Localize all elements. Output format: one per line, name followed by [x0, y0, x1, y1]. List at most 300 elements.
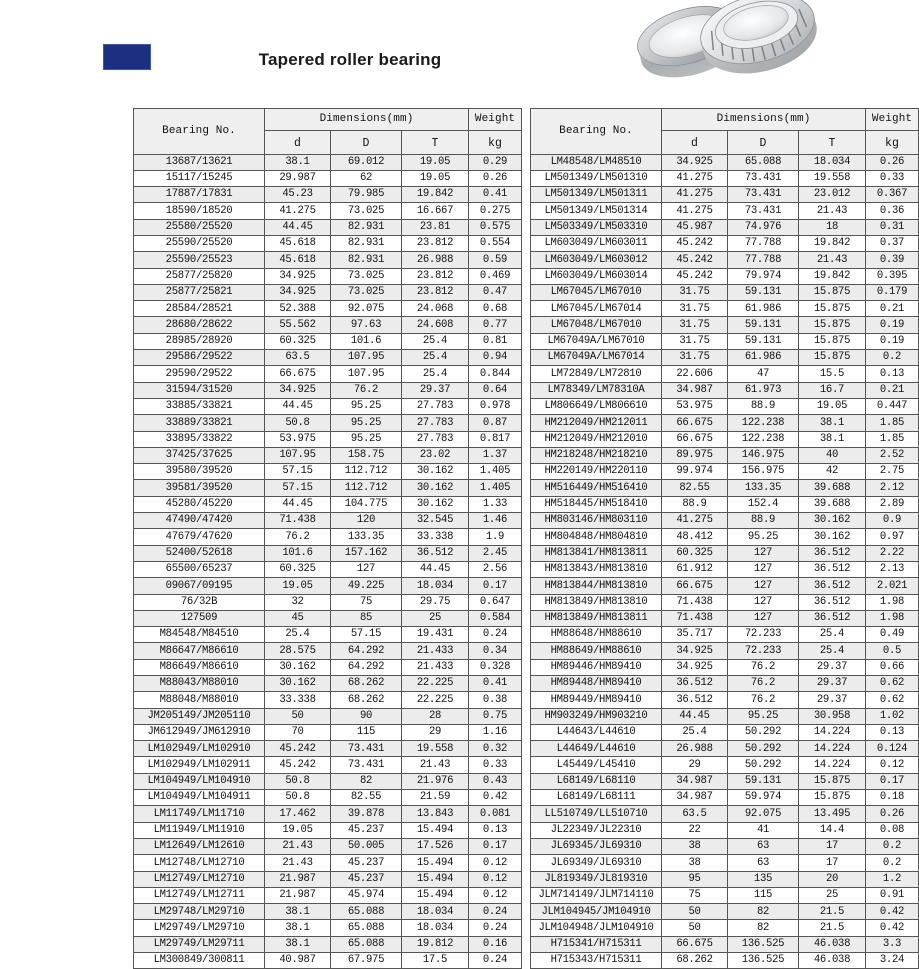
cell-D: 104.775: [331, 496, 402, 512]
cell-weight: 0.64: [469, 382, 522, 398]
cell-weight: 0.584: [469, 610, 522, 626]
cell-d: 45.242: [265, 741, 331, 757]
table-body-left: [134, 154, 522, 969]
table-row: [531, 235, 919, 251]
cell-weight: 0.17: [469, 838, 522, 854]
cell-T: 14.224: [799, 757, 866, 773]
cell-D: 50.005: [331, 838, 402, 854]
cell-bearing-no: 28680/28622: [134, 317, 265, 333]
cell-d: 44.45: [265, 496, 331, 512]
cell-T: 21.5: [799, 904, 866, 920]
table-row: [531, 366, 919, 382]
cell-d: 34.925: [265, 382, 331, 398]
cell-T: 16.667: [402, 203, 469, 219]
cell-weight: 0.21: [866, 301, 919, 317]
cell-weight: 0.12: [469, 887, 522, 903]
cell-bearing-no: M88043/M88010: [134, 676, 265, 692]
cell-D: 69.012: [331, 154, 402, 170]
cell-bearing-no: LM503349/LM503310: [531, 219, 662, 235]
cell-d: 50: [662, 920, 728, 936]
col-header-weight: Weight: [866, 109, 919, 131]
cell-D: 101.6: [331, 333, 402, 349]
cell-weight: 0.328: [469, 659, 522, 675]
cell-d: 41.275: [662, 513, 728, 529]
cell-d: 44.45: [265, 398, 331, 414]
cell-d: 41.275: [662, 187, 728, 203]
cell-T: 18.034: [402, 578, 469, 594]
table-row: [531, 219, 919, 235]
cell-d: 88.9: [662, 496, 728, 512]
cell-T: 13.495: [799, 806, 866, 822]
cell-T: 17: [799, 838, 866, 854]
cell-d: 34.925: [265, 268, 331, 284]
cell-d: 36.512: [662, 692, 728, 708]
cell-T: 20: [799, 871, 866, 887]
cell-T: 27.783: [402, 398, 469, 414]
cell-D: 59.131: [728, 773, 799, 789]
cell-bearing-no: L68149/L68110: [531, 773, 662, 789]
table-row: [531, 317, 919, 333]
cell-d: 50.8: [265, 790, 331, 806]
cell-weight: 0.41: [469, 187, 522, 203]
cell-weight: 0.081: [469, 806, 522, 822]
cell-d: 28.575: [265, 643, 331, 659]
cell-D: 73.431: [728, 170, 799, 186]
cell-weight: 2.22: [866, 545, 919, 561]
cell-d: 34.925: [662, 659, 728, 675]
cell-D: 50.292: [728, 757, 799, 773]
cell-T: 46.038: [799, 953, 866, 969]
cell-weight: 0.66: [866, 659, 919, 675]
cell-weight: 0.179: [866, 284, 919, 300]
cell-bearing-no: M86649/M86610: [134, 659, 265, 675]
cell-bearing-no: LM501349/LM501314: [531, 203, 662, 219]
cell-d: 71.438: [662, 610, 728, 626]
table-row: [531, 464, 919, 480]
cell-D: 68.262: [331, 692, 402, 708]
cell-bearing-no: HM813841/HM813811: [531, 545, 662, 561]
cell-D: 127: [728, 578, 799, 594]
cell-weight: 0.2: [866, 838, 919, 854]
table-row: [531, 252, 919, 268]
cell-T: 27.783: [402, 431, 469, 447]
table-row: [531, 398, 919, 414]
cell-d: 34.925: [662, 643, 728, 659]
cell-weight: 0.26: [866, 154, 919, 170]
table-head-right: [531, 109, 919, 155]
table-row: [531, 594, 919, 610]
cell-bearing-no: 29590/29522: [134, 366, 265, 382]
cell-d: 22: [662, 822, 728, 838]
cell-d: 99.974: [662, 464, 728, 480]
tapered-roller-bearing-image: [617, 0, 849, 102]
table-row: [531, 904, 919, 920]
cell-bearing-no: M84548/M84510: [134, 627, 265, 643]
cell-bearing-no: HM813843/HM813810: [531, 561, 662, 577]
cell-bearing-no: JL69349/JL69310: [531, 855, 662, 871]
cell-T: 29.37: [799, 692, 866, 708]
cell-T: 24.608: [402, 317, 469, 333]
cell-T: 32.545: [402, 513, 469, 529]
table-row: [531, 887, 919, 903]
cell-d: 38: [662, 838, 728, 854]
table-row: [134, 627, 522, 643]
cell-bearing-no: M88048/M88010: [134, 692, 265, 708]
page-title: Tapered roller bearing: [258, 50, 442, 69]
cell-weight: 0.33: [469, 757, 522, 773]
cell-T: 25.4: [799, 627, 866, 643]
table-row: [531, 187, 919, 203]
cell-D: 73.431: [331, 757, 402, 773]
table-row: [134, 806, 522, 822]
table-row: [134, 480, 522, 496]
cell-d: 53.975: [662, 398, 728, 414]
cell-weight: 2.12: [866, 480, 919, 496]
cell-T: 21.433: [402, 659, 469, 675]
cell-bearing-no: LM102949/LM102910: [134, 741, 265, 757]
cell-D: 45.974: [331, 887, 402, 903]
cell-bearing-no: 33885/33821: [134, 398, 265, 414]
cell-D: 107.95: [331, 366, 402, 382]
page-header: [0, 0, 867, 100]
cell-D: 77.788: [728, 235, 799, 251]
cell-bearing-no: JL819349/JL819310: [531, 871, 662, 887]
cell-D: 50.292: [728, 741, 799, 757]
cell-weight: 0.29: [469, 154, 522, 170]
cell-weight: 0.42: [866, 920, 919, 936]
cell-weight: 0.81: [469, 333, 522, 349]
table-row: [134, 904, 522, 920]
cell-bearing-no: 76/32B: [134, 594, 265, 610]
cell-bearing-no: HM89448/HM89410: [531, 676, 662, 692]
cell-d: 19.05: [265, 578, 331, 594]
cell-D: 61.986: [728, 301, 799, 317]
cell-bearing-no: 29586/29522: [134, 350, 265, 366]
cell-bearing-no: 127509: [134, 610, 265, 626]
table-row: [531, 936, 919, 952]
cell-weight: 0.5: [866, 643, 919, 659]
table-row: [531, 203, 919, 219]
cell-d: 45.242: [662, 235, 728, 251]
cell-weight: 0.17: [866, 773, 919, 789]
cell-d: 48.412: [662, 529, 728, 545]
cell-weight: 0.24: [469, 627, 522, 643]
cell-bearing-no: LM78349/LM78310A: [531, 382, 662, 398]
table-row: [134, 219, 522, 235]
cell-d: 21.43: [265, 855, 331, 871]
cell-D: 73.431: [728, 187, 799, 203]
cell-D: 122.238: [728, 415, 799, 431]
cell-D: 156.975: [728, 464, 799, 480]
cell-weight: 0.24: [469, 904, 522, 920]
cell-weight: 0.12: [469, 855, 522, 871]
cell-T: 29: [402, 724, 469, 740]
cell-weight: 0.12: [469, 871, 522, 887]
cell-D: 95.25: [728, 529, 799, 545]
cell-bearing-no: 25877/25821: [134, 284, 265, 300]
cell-weight: 0.39: [866, 252, 919, 268]
cell-D: 65.088: [331, 920, 402, 936]
table-row: [134, 415, 522, 431]
cell-d: 40.987: [265, 953, 331, 969]
cell-T: 23.012: [799, 187, 866, 203]
table-row: [134, 301, 522, 317]
cell-bearing-no: 47490/47420: [134, 513, 265, 529]
table-row: [531, 170, 919, 186]
cell-T: 21.433: [402, 643, 469, 659]
cell-D: 79.974: [728, 268, 799, 284]
cell-T: 29.37: [799, 659, 866, 675]
cell-T: 19.05: [402, 154, 469, 170]
cell-d: 45: [265, 610, 331, 626]
cell-weight: 0.42: [866, 904, 919, 920]
cell-bearing-no: 65500/65237: [134, 561, 265, 577]
header-row-primary: [531, 109, 919, 131]
cell-weight: 0.26: [469, 170, 522, 186]
cell-weight: 0.08: [866, 822, 919, 838]
cell-bearing-no: 25590/25520: [134, 235, 265, 251]
table-row: [134, 659, 522, 675]
cell-D: 127: [728, 545, 799, 561]
cell-weight: 0.13: [866, 724, 919, 740]
table-row: [134, 724, 522, 740]
cell-D: 122.238: [728, 431, 799, 447]
table-row: [134, 773, 522, 789]
table-row: [134, 855, 522, 871]
cell-D: 61.986: [728, 350, 799, 366]
cell-D: 127: [331, 561, 402, 577]
cell-D: 82: [331, 773, 402, 789]
cell-d: 45.242: [265, 757, 331, 773]
cell-D: 59.131: [728, 333, 799, 349]
cell-T: 17.526: [402, 838, 469, 854]
cell-weight: 0.817: [469, 431, 522, 447]
cell-d: 70: [265, 724, 331, 740]
cell-weight: 0.2: [866, 855, 919, 871]
cell-d: 63.5: [662, 806, 728, 822]
cell-d: 30.162: [265, 659, 331, 675]
cell-d: 63.5: [265, 350, 331, 366]
cell-T: 15.875: [799, 301, 866, 317]
cell-T: 38.1: [799, 415, 866, 431]
cell-T: 17: [799, 855, 866, 871]
cell-bearing-no: H715343/H715311: [531, 953, 662, 969]
cell-weight: 0.978: [469, 398, 522, 414]
cell-D: 107.95: [331, 350, 402, 366]
cell-D: 64.292: [331, 659, 402, 675]
table-row: [531, 284, 919, 300]
cell-T: 18.034: [402, 904, 469, 920]
cell-bearing-no: LM29749/LM29711: [134, 936, 265, 952]
cell-d: 50: [265, 708, 331, 724]
cell-d: 95: [662, 871, 728, 887]
table-row: [531, 692, 919, 708]
table-row: [134, 350, 522, 366]
table-row: [134, 203, 522, 219]
cell-d: 45.23: [265, 187, 331, 203]
cell-bearing-no: LL510749/LL510710: [531, 806, 662, 822]
cell-T: 19.842: [799, 235, 866, 251]
cell-bearing-no: LM501349/LM501310: [531, 170, 662, 186]
cell-D: 146.975: [728, 447, 799, 463]
cell-bearing-no: 31594/31520: [134, 382, 265, 398]
cell-D: 63: [728, 855, 799, 871]
cell-T: 24.068: [402, 301, 469, 317]
cell-d: 44.45: [662, 708, 728, 724]
cell-T: 25.4: [402, 366, 469, 382]
table-row: [531, 724, 919, 740]
cell-d: 25.4: [662, 724, 728, 740]
cell-d: 44.45: [265, 219, 331, 235]
cell-weight: 1.16: [469, 724, 522, 740]
cell-bearing-no: 18590/18520: [134, 203, 265, 219]
cell-d: 50.8: [265, 773, 331, 789]
cell-weight: 0.91: [866, 887, 919, 903]
cell-D: 57.15: [331, 627, 402, 643]
table-row: [134, 154, 522, 170]
cell-D: 76.2: [331, 382, 402, 398]
cell-weight: 0.26: [866, 806, 919, 822]
cell-weight: 0.367: [866, 187, 919, 203]
table-row: [134, 170, 522, 186]
cell-D: 95.25: [331, 415, 402, 431]
cell-weight: 1.02: [866, 708, 919, 724]
cell-bearing-no: LM603049/LM603014: [531, 268, 662, 284]
cell-weight: 0.395: [866, 268, 919, 284]
cell-bearing-no: 39581/39520: [134, 480, 265, 496]
cell-bearing-no: HM804848/HM804810: [531, 529, 662, 545]
col-header-T: T: [799, 131, 866, 155]
cell-d: 31.75: [662, 284, 728, 300]
table-row: [531, 773, 919, 789]
cell-weight: 0.75: [469, 708, 522, 724]
cell-T: 16.7: [799, 382, 866, 398]
table-row: [531, 333, 919, 349]
cell-bearing-no: LM67045/LM67014: [531, 301, 662, 317]
cell-D: 63: [728, 838, 799, 854]
cell-T: 18.034: [402, 920, 469, 936]
cell-weight: 0.21: [866, 382, 919, 398]
table-row: [134, 268, 522, 284]
col-header-kg: kg: [469, 131, 522, 155]
cell-bearing-no: 39580/39520: [134, 464, 265, 480]
bearing-spec-tables: [0, 108, 913, 969]
cell-T: 39.688: [799, 480, 866, 496]
col-header-dimensions: Dimensions(mm): [265, 109, 469, 131]
cell-D: 41: [728, 822, 799, 838]
cell-T: 21.59: [402, 790, 469, 806]
cell-d: 71.438: [265, 513, 331, 529]
cell-T: 19.431: [402, 627, 469, 643]
table-row: [531, 447, 919, 463]
table-row: [531, 513, 919, 529]
col-header-kg: kg: [866, 131, 919, 155]
cell-bearing-no: LM603049/LM603012: [531, 252, 662, 268]
table-row: [531, 545, 919, 561]
cell-weight: 0.18: [866, 790, 919, 806]
cell-bearing-no: 25580/25520: [134, 219, 265, 235]
cell-bearing-no: HM218248/HM218210: [531, 447, 662, 463]
col-header-weight: Weight: [469, 109, 522, 131]
cell-d: 66.675: [662, 415, 728, 431]
cell-d: 45.242: [662, 268, 728, 284]
cell-d: 35.717: [662, 627, 728, 643]
cell-bearing-no: 37425/37625: [134, 447, 265, 463]
cell-weight: 0.49: [866, 627, 919, 643]
cell-T: 29.37: [402, 382, 469, 398]
cell-bearing-no: LM104949/LM104911: [134, 790, 265, 806]
cell-T: 30.162: [402, 480, 469, 496]
cell-d: 21.987: [265, 887, 331, 903]
table-row: [531, 855, 919, 871]
cell-bearing-no: LM104949/LM104910: [134, 773, 265, 789]
cell-d: 34.987: [662, 382, 728, 398]
cell-D: 76.2: [728, 659, 799, 675]
cell-D: 65.088: [331, 904, 402, 920]
cell-bearing-no: LM11949/LM11910: [134, 822, 265, 838]
table-row: [134, 284, 522, 300]
cell-d: 66.675: [662, 431, 728, 447]
cell-d: 57.15: [265, 480, 331, 496]
table-row: [531, 676, 919, 692]
cell-T: 25: [402, 610, 469, 626]
cell-bearing-no: LM11749/LM11710: [134, 806, 265, 822]
cell-D: 61.973: [728, 382, 799, 398]
cell-D: 45.237: [331, 871, 402, 887]
cell-bearing-no: L68149/L68111: [531, 790, 662, 806]
cell-bearing-no: 25590/25523: [134, 252, 265, 268]
cell-D: 59.131: [728, 284, 799, 300]
cell-D: 90: [331, 708, 402, 724]
table-row: [531, 578, 919, 594]
cell-D: 82: [728, 904, 799, 920]
table-row: [531, 920, 919, 936]
table-row: [531, 561, 919, 577]
cell-T: 15.875: [799, 350, 866, 366]
cell-weight: 2.56: [469, 561, 522, 577]
cell-D: 47: [728, 366, 799, 382]
cell-weight: 1.46: [469, 513, 522, 529]
cell-D: 50.292: [728, 724, 799, 740]
cell-bearing-no: 17887/17831: [134, 187, 265, 203]
cell-T: 15.875: [799, 317, 866, 333]
cell-weight: 1.98: [866, 610, 919, 626]
cell-T: 27.783: [402, 415, 469, 431]
cell-weight: 0.24: [469, 953, 522, 969]
cell-T: 36.512: [402, 545, 469, 561]
cell-bearing-no: HM212049/HM212010: [531, 431, 662, 447]
cell-D: 133.35: [331, 529, 402, 545]
cell-d: 53.975: [265, 431, 331, 447]
table-row: [134, 692, 522, 708]
cell-d: 57.15: [265, 464, 331, 480]
cell-D: 115: [728, 887, 799, 903]
cell-bearing-no: LM12749/LM12711: [134, 887, 265, 903]
table-row: [134, 464, 522, 480]
cell-D: 112.712: [331, 480, 402, 496]
cell-d: 38.1: [265, 920, 331, 936]
table-row: [531, 415, 919, 431]
cell-T: 30.162: [402, 496, 469, 512]
table-row: [531, 382, 919, 398]
cell-D: 62: [331, 170, 402, 186]
cell-T: 22.225: [402, 676, 469, 692]
cell-weight: 0.36: [866, 203, 919, 219]
cell-d: 50: [662, 904, 728, 920]
cell-weight: 0.447: [866, 398, 919, 414]
cell-D: 82.931: [331, 252, 402, 268]
table-row: [134, 545, 522, 561]
